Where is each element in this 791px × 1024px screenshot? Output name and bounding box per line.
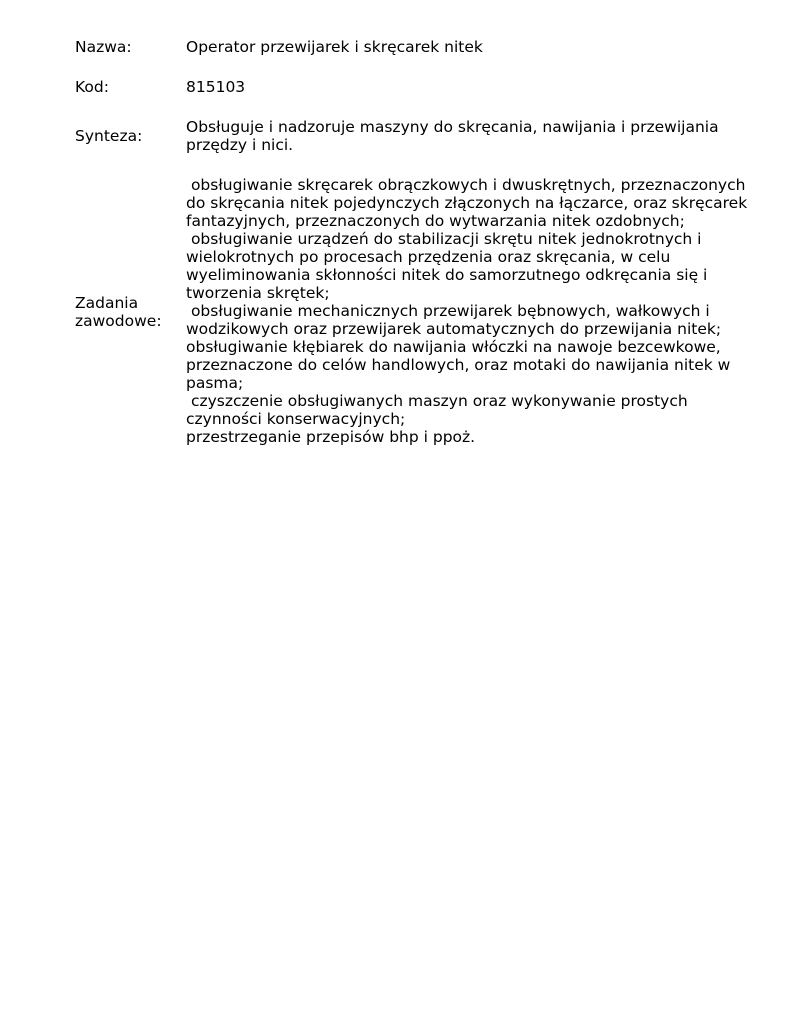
tasks-list [186,176,756,446]
task-item: obsługiwanie skręcarek obrączkowych i dwuskrętnych, przeznaczonych do skręcania nitek pojedynczych złączonych na łączarce, oraz skręcarek fantazyjnych, przeznaczonych do wytwarzania nitek ozdobnych; [186,176,753,230]
name-label: Nazwa: [75,38,132,56]
tasks-label: Zadania zawodowe: [75,294,162,330]
synthesis-label: Synteza: [75,127,143,145]
name-value: Operator przewijarek i skręcarek nitek [186,38,483,56]
synthesis-value: Obsługuje i nadzoruje maszyny do skręcania, nawijania i przewijania przędzy i nici. [186,118,719,154]
task-item: przestrzeganie przepisów bhp i ppoż. [186,428,476,446]
code-value: 815103 [186,78,246,96]
task-item: obsługiwanie kłębiarek do nawijania włóczki na nawoje bezcewkowe, przeznaczone do celów handlowych, oraz motaki do nawijania nitek w pasma; [186,338,736,392]
task-item: czyszczenie obsługiwanych maszyn oraz wykonywanie prostych czynności konserwacyjnych; [186,392,693,428]
task-item: obsługiwanie urządzeń do stabilizacji skrętu nitek jednokrotnych i wielokrotnych po procesach przędzenia oraz skręcania, w celu wyeliminowania skłonności nitek do samorzutnego odkręcania się i tworzenia skrętek; [186,230,713,302]
code-label: Kod: [75,78,109,96]
task-item: obsługiwanie mechanicznych przewijarek bębnowych, wałkowych i wodzikowych oraz przewijarek automatycznych do przewijania nitek; [186,302,722,338]
